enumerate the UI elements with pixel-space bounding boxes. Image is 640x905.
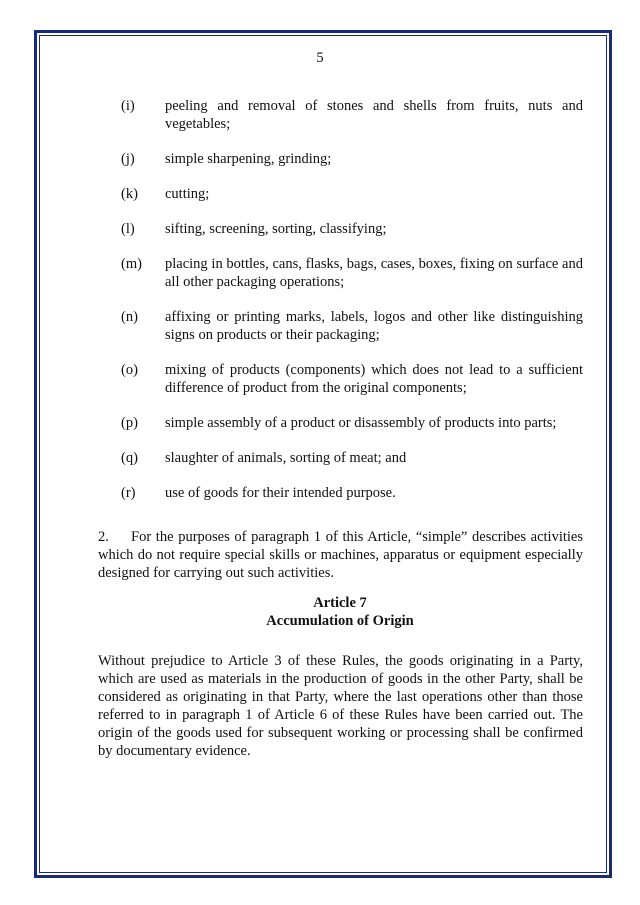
article-title: Article 7 [313,595,367,611]
list-item-marker: (r) [121,485,136,501]
list-item-text: sifting, screening, sorting, classifying; [165,221,387,237]
list-item [121,308,583,344]
paragraph-2 [98,528,583,582]
list-item [121,484,583,502]
list-item-marker: (p) [121,415,138,431]
list-item-marker: (i) [121,98,135,114]
operations-list [121,97,583,519]
list-item-marker: (q) [121,450,138,466]
list-item-marker: (k) [121,186,138,202]
paragraph-3: Without prejudice to Article 3 of these Rules, the goods originating in a Party, which are used as materials in the production of goods in the other Party, shall be considered as originating in that Party, where the last operations other than those referred to in paragraph 1 of Article 6 of these Rules have been carried out. The origin of the goods used for subsequent working or processing shall be confirmed by documentary evidence. [98,653,583,759]
list-item-text: use of goods for their intended purpose. [165,485,396,501]
list-item-marker: (o) [121,362,138,378]
list-item-text: slaughter of animals, sorting of meat; and [165,450,407,466]
list-item-text: simple sharpening, grinding; [165,151,332,167]
list-item-marker: (j) [121,151,135,167]
list-item-text: simple assembly of a product or disassembly of products into parts; [165,415,557,431]
list-item-text: placing in bottles, cans, flasks, bags, cases, boxes, fixing on surface and all other packaging operations; [165,256,583,290]
list-item [121,220,583,238]
list-item-marker: (l) [121,221,135,237]
list-item-text: mixing of products (components) which does not lead to a sufficient difference of product from the original components; [165,362,583,396]
paragraph-number: 2. [98,529,109,545]
list-item-text: cutting; [165,186,210,202]
list-item [121,414,583,432]
list-item [121,150,583,168]
paragraph-text: For the purposes of paragraph 1 of this Article, “simple” describes activities which do not require special skills or machines, apparatus or equipment especially designed for carrying out such activities. [98,529,583,581]
list-item-text: affixing or printing marks, labels, logos and other like distinguishing signs on products or their packaging; [165,309,583,343]
list-item [121,449,583,467]
list-item-marker: (m) [121,256,142,272]
list-item-marker: (n) [121,309,138,325]
list-item-text: peeling and removal of stones and shells from fruits, nuts and vegetables; [165,98,583,132]
list-item [121,255,583,291]
article-subtitle: Accumulation of Origin [266,613,414,629]
list-item [121,361,583,397]
list-item [121,185,583,203]
list-item [121,97,583,133]
page-number: 5 [316,50,324,66]
